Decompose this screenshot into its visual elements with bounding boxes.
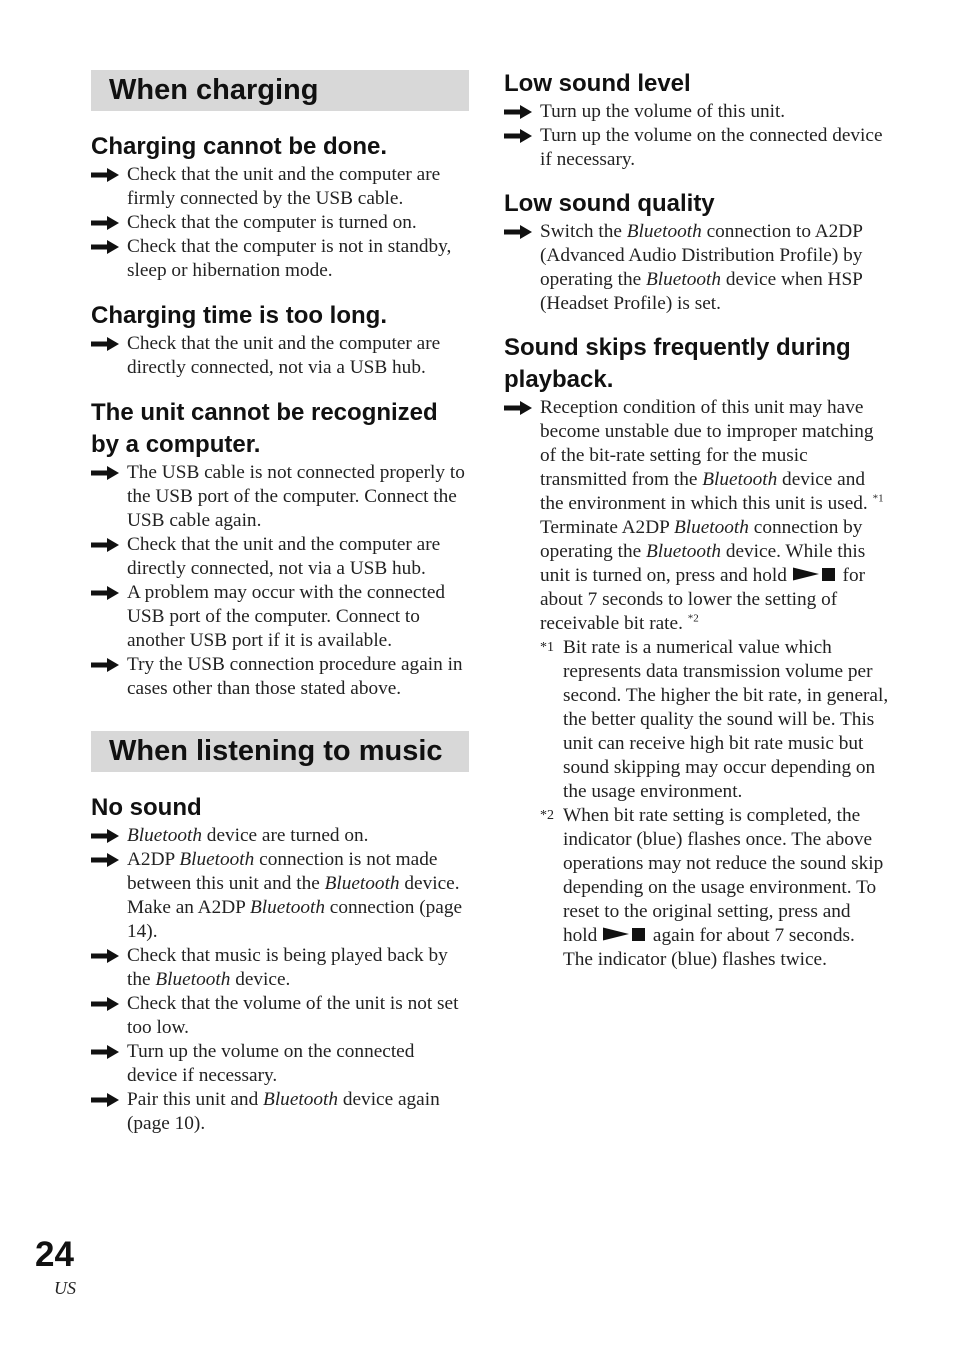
section-title-when-charging: When charging (91, 70, 469, 111)
arrow-right-icon (91, 168, 119, 182)
footnote-ref: *1 (872, 492, 884, 505)
arrow-right-icon (504, 401, 532, 415)
footnote: *2 When bit rate setting is completed, the indicator (blue) flashes once. The above operations may not reduce the sound skip depending on the usage environment. To reset to the original setting, press and hold again for about 7 seconds. The indicator (blue) flashes twice. (540, 805, 884, 970)
arrow-right-icon (91, 466, 119, 480)
arrow-right-icon (91, 829, 119, 843)
arrow-right-icon (91, 538, 119, 552)
list-item: A problem may occur with the connected USB port of the computer. Connect to another USB port if it is available. (91, 581, 469, 653)
list-item: Bluetooth device are turned on. (91, 824, 469, 848)
arrow-right-icon (91, 853, 119, 867)
list-item: Check that the unit and the computer are firmly connected by the USB cable. (91, 163, 469, 211)
arrow-right-icon (504, 105, 532, 119)
heading-low-sound-quality: Low sound quality (504, 190, 715, 217)
arrow-right-icon (91, 1045, 119, 1059)
list-item: Check that the unit and the computer are directly connected, not via a USB hub. (91, 533, 469, 581)
arrow-right-icon (504, 129, 532, 143)
list-item: Check that the computer is not in standby, sleep or hibernation mode. (91, 235, 469, 283)
section-title-when-listening: When listening to music (91, 731, 469, 772)
arrow-right-icon (91, 216, 119, 230)
page-number: 24 (35, 1235, 74, 1274)
list-item: Pair this unit and Bluetooth device again (page 10). (91, 1088, 469, 1136)
footnote-ref: *2 (687, 612, 699, 625)
right-column (504, 68, 889, 972)
list-item: The USB cable is not connected properly to the USB port of the computer. Connect the USB cable again. (91, 461, 469, 533)
arrow-right-icon (91, 337, 119, 351)
list-item: Reception condition of this unit may have become unstable due to improper matching of the bit-rate setting for the music transmitted from the Bluetooth device and the environment in which this unit is used. $^{*1}$ (504, 396, 889, 516)
left-column (91, 70, 469, 1136)
list-item: A2DP Bluetooth connection is not made between this unit and the Bluetooth device. Make an A2DP Bluetooth connection (page 14). (91, 848, 469, 944)
list-item: Turn up the volume of this unit. (504, 100, 889, 124)
list-item: Turn up the volume on the connected device if necessary. (504, 124, 889, 172)
play-stop-icon (602, 926, 648, 942)
page-region-code: US (54, 1278, 76, 1298)
heading-no-sound: No sound (91, 794, 202, 821)
arrow-right-icon (91, 997, 119, 1011)
heading-low-sound-level: Low sound level (504, 70, 691, 97)
heading-unit-not-recognized: The unit cannot be recognized by a computer. (91, 399, 438, 458)
arrow-right-icon (91, 658, 119, 672)
list-item: Check that the volume of the unit is not set too low. (91, 992, 469, 1040)
list-item: Turn up the volume on the connected device if necessary. (91, 1040, 469, 1088)
list-item: Check that music is being played back by the Bluetooth device. (91, 944, 469, 992)
arrow-right-icon (504, 225, 532, 239)
arrow-right-icon (91, 949, 119, 963)
list-item: Try the USB connection procedure again in cases other than those stated above. (91, 653, 469, 701)
heading-charging-time-too-long: Charging time is too long. (91, 302, 387, 329)
heading-charging-cannot-be-done: Charging cannot be done. (91, 133, 388, 160)
heading-sound-skips: Sound skips frequently during playback. (504, 334, 851, 393)
arrow-right-icon (91, 586, 119, 600)
arrow-right-icon (91, 1093, 119, 1107)
footnote: *1 Bit rate is a numerical value which represents data transmission volume per second. The higher the bit rate, in general, the better quality the sound will be. This unit can receive high bit rate music but sound skipping may occur depending on the usage environment. (540, 637, 889, 802)
list-item: Check that the computer is turned on. (91, 211, 469, 235)
paragraph: Terminate A2DP Bluetooth connection by operating the Bluetooth device. While this unit is turned on, press and hold for about 7 seconds to lower the setting of receivable bit rate. $^{*2}$ (540, 517, 866, 634)
play-stop-icon (792, 566, 838, 582)
list-item: Switch the Bluetooth connection to A2DP (Advanced Audio Distribution Profile) by operating the Bluetooth device when HSP (Headset Profile) is set. (504, 220, 889, 316)
arrow-right-icon (91, 240, 119, 254)
list-item: Check that the unit and the computer are directly connected, not via a USB hub. (91, 332, 469, 380)
